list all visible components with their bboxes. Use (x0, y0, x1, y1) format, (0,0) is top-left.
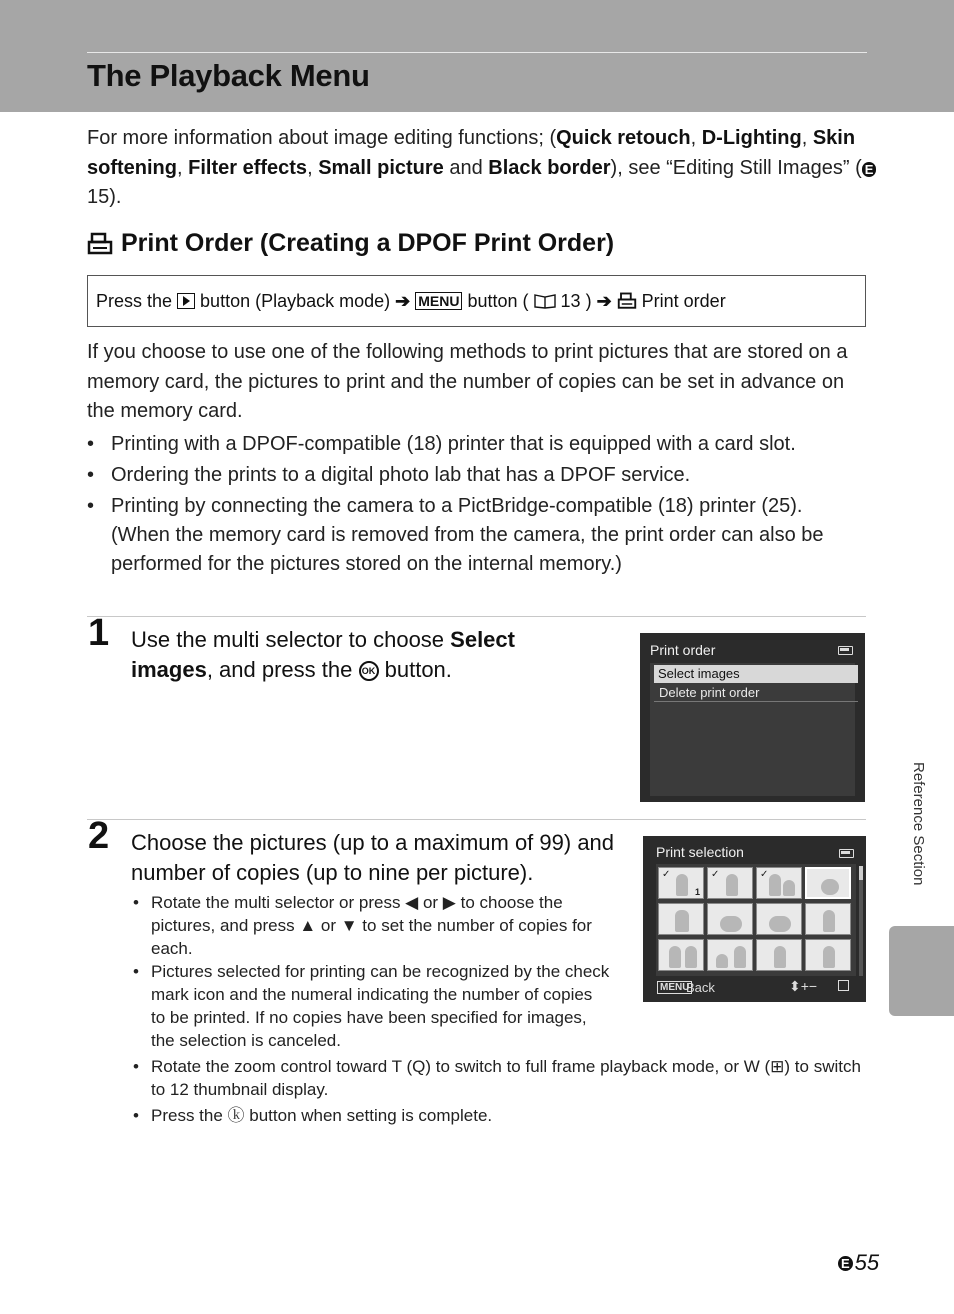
step-number: 1 (88, 612, 110, 654)
back-label: Back (686, 980, 715, 995)
check-icon: ✓ (711, 869, 720, 880)
intro-text: ). (109, 186, 122, 208)
page-title: The Playback Menu (87, 58, 370, 93)
thumbnail[interactable] (805, 939, 851, 971)
step-divider (87, 616, 866, 617)
list-item: • Printing with a DPOF-compatible (18) printer that is equipped with a card slot. (87, 430, 857, 459)
copies-adjust-icon: ⬍+− (789, 978, 818, 994)
header-rule (87, 52, 867, 53)
zoom-icon (838, 980, 849, 991)
book-icon (534, 293, 556, 309)
thumbnail[interactable] (658, 939, 704, 971)
body-paragraph: If you choose to use one of the following methods to print pictures that are stored on a memory card, the pictures to print and the number of copies can be set in advance on the memory card. (87, 341, 848, 422)
camera-screen-print-selection (643, 836, 866, 1002)
intro-term: D-Lighting (701, 127, 802, 149)
list-item: • Press the ⓚ button when setting is complete. (131, 1104, 861, 1127)
step2-bullets (131, 891, 611, 1052)
intro-paragraph (87, 124, 877, 213)
intro-text: ), see “Editing Still Images” ( (610, 156, 862, 179)
step2-bullets-wide (131, 1055, 861, 1127)
ok-button-icon: OK (359, 661, 379, 681)
reference-icon: E (838, 1256, 853, 1271)
camera-screen-print-order (640, 633, 865, 802)
check-icon: ✓ (760, 869, 769, 880)
nav-text: button (Playback mode) (200, 290, 391, 311)
battery-icon (839, 849, 854, 858)
intro-sep: , (801, 127, 813, 149)
list-item: • Rotate the multi selector or press ◀ or ▶ to choose the pictures, and press ▲ or ▼ to set the number of copies for each. (131, 891, 611, 960)
arrow-right-icon: ➔ (596, 290, 612, 311)
thumbnail[interactable] (756, 903, 802, 935)
menu-button-icon: MENU (657, 981, 692, 994)
screen-title: Print order (650, 642, 716, 658)
intro-term: Skin softening (87, 127, 856, 179)
copies-count: 1 (694, 887, 700, 897)
header-band (0, 0, 954, 112)
nav-text: Press the (96, 290, 173, 311)
thumbnail[interactable] (805, 903, 851, 935)
playback-button-icon (177, 293, 195, 309)
page-number (838, 1250, 879, 1276)
list-item: • Printing by connecting the camera to a PictBridge-compatible (18) printer (25). (When the memory card is removed from the camera, the print order can also be performed for the pictures stored on the internal memory.) (87, 492, 857, 579)
step-text: Use the multi selector to choose (131, 627, 451, 652)
section-tab (889, 926, 954, 1016)
print-order-icon (617, 292, 637, 310)
arrow-right-icon: ➔ (395, 290, 411, 311)
nav-page-ref: 13 (560, 290, 581, 311)
list-item: • Rotate the zoom control toward T (Q) to switch to full frame playback mode, or W (⊞) to switch to 12 thumbnail display. (131, 1055, 861, 1101)
thumbnail[interactable] (756, 867, 802, 899)
list-item: • Pictures selected for printing can be recognized by the check mark icon and the numeral indicating the number of copies to be printed. If no copies have been specified for images, the selection is canceled. (131, 960, 611, 1052)
intro-text: For more information about image editing functions; ( (87, 127, 557, 149)
menu-item-delete-print-order[interactable]: Delete print order (659, 685, 760, 700)
reference-icon: E (862, 162, 877, 177)
menu-button-icon: MENU (415, 292, 462, 310)
battery-icon (838, 646, 853, 655)
intro-text: and (443, 156, 489, 179)
thumbnail[interactable] (707, 867, 753, 899)
list-item: • Ordering the prints to a digital photo lab that has a DPOF service. (87, 461, 857, 490)
thumbnail[interactable] (658, 867, 704, 899)
thumbnail-selected[interactable] (805, 867, 851, 899)
step-text: , and press the (206, 657, 353, 682)
menu-path-box (87, 275, 866, 327)
intro-sep: , (307, 156, 319, 179)
intro-term: Black border (488, 156, 611, 179)
intro-term: Quick retouch (556, 127, 691, 149)
section-heading (87, 229, 614, 258)
intro-term: Small picture (318, 156, 444, 179)
intro-sep: , (177, 156, 189, 179)
nav-text: Print order (641, 290, 726, 311)
method-list (87, 430, 857, 581)
step-term: Select images (131, 627, 515, 682)
nav-text: button ( (467, 290, 529, 311)
section-title: Print Order (Creating a DPOF Print Order) (121, 229, 615, 257)
step-number: 2 (88, 815, 110, 857)
check-icon: ✓ (662, 869, 671, 880)
intro-ref: 15 (87, 186, 110, 208)
intro-sep: , (690, 127, 702, 149)
menu-divider (654, 701, 858, 702)
scrollbar[interactable] (859, 866, 863, 976)
page-number-text: 55 (854, 1250, 880, 1275)
step-instruction: Choose the pictures (up to a maximum of 99) and number of copies (up to nine per picture). (131, 830, 615, 885)
thumbnail[interactable] (658, 903, 704, 935)
section-side-label: Reference Section (910, 762, 927, 886)
nav-text: ) (585, 290, 592, 311)
intro-term: Filter effects (188, 156, 308, 179)
thumbnail[interactable] (756, 939, 802, 971)
thumbnail[interactable] (707, 903, 753, 935)
menu-item-select-images[interactable]: Select images (654, 665, 858, 683)
step-instruction (131, 625, 571, 685)
step-divider (87, 819, 866, 820)
screen-title: Print selection (656, 844, 744, 860)
thumbnail[interactable] (707, 939, 753, 971)
step-text: button. (384, 657, 452, 682)
print-order-icon (87, 232, 113, 256)
